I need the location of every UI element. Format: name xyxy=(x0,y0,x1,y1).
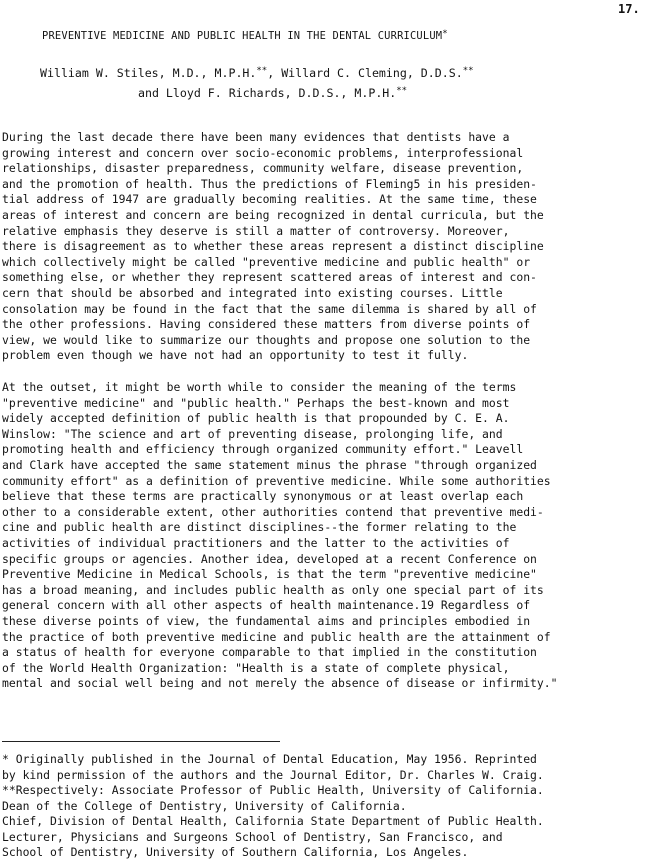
text-line: a status of health for everyone comparable to that implied in the constitution xyxy=(2,645,537,660)
text-line: Winslow: "The science and art of preventing disease, prolonging life, and xyxy=(2,426,503,441)
body-paragraph-2 xyxy=(2,380,648,692)
text-line: of the World Health Organization: "Health is a state of complete physical, xyxy=(2,660,510,675)
text-line: other to a considerable extent, other authorities contend that preventive medi- xyxy=(2,504,544,519)
body-paragraph-1 xyxy=(2,130,648,364)
text-line: something else, or whether they represent scattered areas of interest and con- xyxy=(2,270,537,285)
text-line: problem even though we have not had an opportunity to test it fully. xyxy=(2,348,469,363)
text-line: Preventive Medicine in Medical Schools, is that the term "preventive medicine" xyxy=(2,567,537,582)
footnote-line: **Respectively: Associate Professor of Public Health, University of California. xyxy=(2,783,544,797)
text-line: believe that these terms are practically synonymous or at least overlap each xyxy=(2,489,524,504)
footnote-line: * Originally published in the Journal of Dental Education, May 1956. Reprinted xyxy=(2,752,537,766)
author-line-1 xyxy=(40,66,474,80)
text-line: relationships, disaster preparedness, community welfare, disease prevention, xyxy=(2,161,524,176)
text-line: During the last decade there have been many evidences that dentists have a xyxy=(2,130,510,144)
text-line: there is disagreement as to whether these areas represent a distinct discipline xyxy=(2,239,544,254)
footnote-line: Dean of the College of Dentistry, University of California. xyxy=(2,798,407,813)
text-line: growing interest and concern over socio-economic problems, interprofessional xyxy=(2,145,524,160)
text-line: community effort" as a definition of preventive medicine. While some authorities xyxy=(2,473,551,488)
author-richards: and Lloyd F. Richards, D.D.S., M.P.H. xyxy=(138,86,397,100)
footnote-line: Lecturer, Physicians and Surgeons School of Dentistry, San Francisco, and xyxy=(2,829,503,844)
text-line: promoting health and efficiency through organized community effort." Leavell xyxy=(2,442,524,457)
text-line: which collectively might be called "preventive medicine and public health" or xyxy=(2,254,531,269)
text-line: "preventive medicine" and "public health." Perhaps the best-known and most xyxy=(2,395,510,410)
footnotes xyxy=(2,752,648,861)
text-line: the practice of both preventive medicine and public health are the attainment of xyxy=(2,629,551,644)
text-line: activities of individual practitioners and the latter to the activities of xyxy=(2,535,510,550)
page-number: 17. xyxy=(618,2,640,16)
text-line: the other professions. Having considered these matters from diverse points of xyxy=(2,317,531,332)
text-line: relative emphasis they deserve is still a matter of controversy. Moreover, xyxy=(2,223,510,238)
author-cleming: Willard C. Cleming, D.D.S. xyxy=(281,66,463,80)
footnote-divider xyxy=(2,741,280,742)
author-footnote-mark: ** xyxy=(256,66,268,76)
author-stiles: William W. Stiles, M.D., M.P.H. xyxy=(40,66,257,80)
text-line: areas of interest and concern are being recognized in dental curricula, but the xyxy=(2,207,544,222)
author-line-2 xyxy=(138,86,407,100)
author-footnote-mark: ** xyxy=(462,66,474,76)
footnote-line: School of Dentistry, University of Southern California, Los Angeles. xyxy=(2,845,469,859)
text-line: these diverse points of view, the fundamental aims and principles embodied in xyxy=(2,613,531,628)
text-line: has a broad meaning, and includes public health as only one special part of its xyxy=(2,582,544,597)
text-line: and the promotion of health. Thus the predictions of Fleming5 in his presiden- xyxy=(2,176,537,191)
text-line: At the outset, it might be worth while to consider the meaning of the terms xyxy=(2,380,517,394)
author-footnote-mark: ** xyxy=(396,86,408,96)
text-line: cine and public health are distinct disciplines--the former relating to the xyxy=(2,520,517,535)
footnote-line: Chief, Division of Dental Health, California State Department of Public Health. xyxy=(2,814,544,828)
article-title xyxy=(42,30,448,42)
title-footnote-mark: * xyxy=(442,29,448,39)
text-line: mental and social well being and not merely the absence of disease or infirmity." xyxy=(2,676,558,691)
text-line: consolation may be found in the fact that the same dilemma is shared by all of xyxy=(2,301,537,316)
text-line: specific groups or agencies. Another idea, developed at a recent Conference on xyxy=(2,551,537,566)
footnote-line: by kind permission of the authors and the Journal Editor, Dr. Charles W. Craig. xyxy=(2,767,544,782)
text-line: tial address of 1947 are gradually becoming realities. At the same time, these xyxy=(2,192,537,207)
text-line: view, we would like to summarize our thoughts and propose one solution to the xyxy=(2,332,531,347)
text-line: cern that should be absorbed and integrated into existing courses. Little xyxy=(2,285,503,300)
text-line: widely accepted definition of public health is that propounded by C. E. A. xyxy=(2,411,510,426)
article-title-text: PREVENTIVE MEDICINE AND PUBLIC HEALTH IN THE DENTAL CURRICULUM xyxy=(42,30,443,42)
text-line: general concern with all other aspects of health maintenance.19 Regardless of xyxy=(2,598,531,613)
text-line: and Clark have accepted the same statement minus the phrase "through organized xyxy=(2,457,537,472)
author-separator: , xyxy=(267,66,282,80)
